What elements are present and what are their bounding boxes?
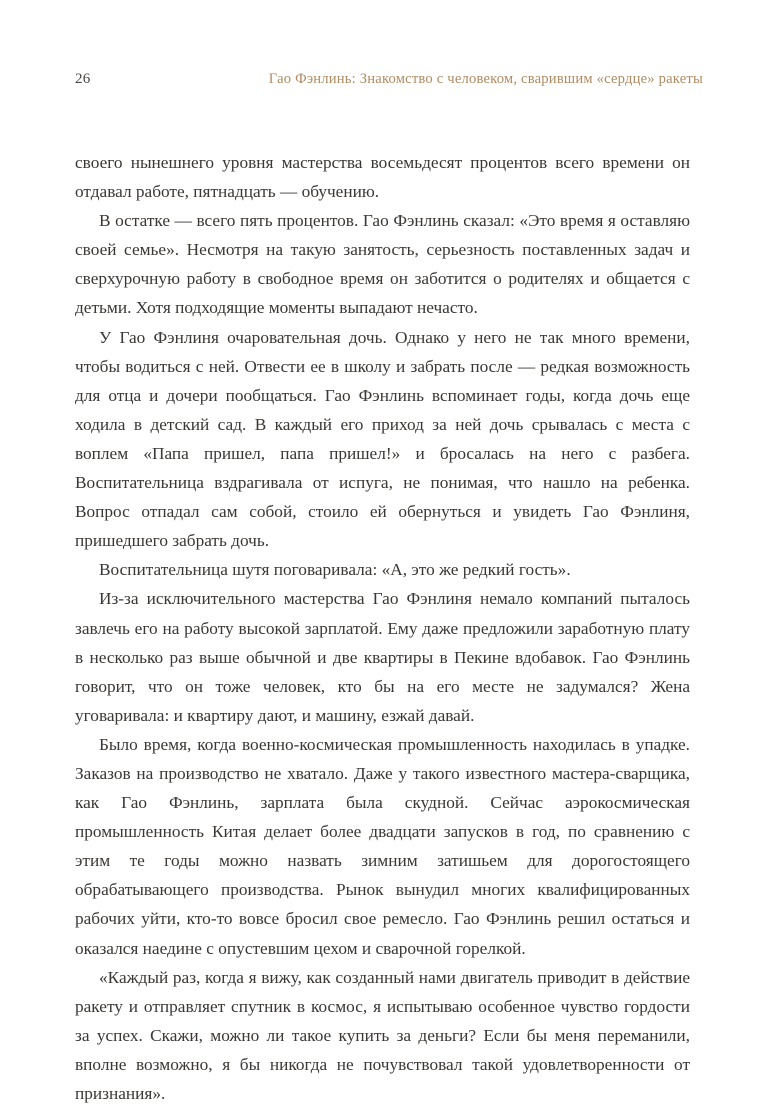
page-number: 26 (75, 71, 91, 87)
paragraph: Из-за исключительного мастерства Гао Фэнлиня немало компаний пыталось завлечь его на работу высокой зарплатой. Ему даже предложили заработную плату в несколько раз выше обычной и две квартиры в Пекине вдобавок. Гао Фэнлинь говорит, что он тоже человек, кто бы на его месте не задумался? Жена уговаривала: и квартиру дают, и машину, езжай давай. (75, 589, 690, 725)
paragraph: своего нынешнего уровня мастерства восемьдесят процентов всего времени он отдавал работе, пятнадцать — обучению. (75, 153, 690, 202)
paragraph: Воспитательница шутя поговаривала: «А, это же редкий гость». (99, 560, 571, 580)
page-header (75, 71, 703, 88)
paragraph: «Каждый раз, когда я вижу, как созданный нами двигатель приводит в действие ракету и отправляет спутник в космос, я испытываю особенное чувство гордости за успех. Скажи, можно ли такое купить за деньги? Если бы меня переманили, вполне возможно, я бы никогда не почувствовал такой удовлетворенности от признания». (75, 967, 690, 1103)
page-body (75, 148, 690, 1108)
paragraph: В остатке — всего пять процентов. Гао Фэнлинь сказал: «Это время я оставляю своей семье». Несмотря на такую занятость, серьезность поставленных задач и сверхурочную работу в свободное время он заботится о родителях и общается с детьми. Хотя подходящие моменты выпадают нечасто. (75, 211, 690, 318)
running-header: Гао Фэнлинь: Знакомство с человеком, сварившим «сердце» ракеты (268, 71, 703, 87)
paragraph: У Гао Фэнлиня очаровательная дочь. Однако у него не так много времени, чтобы водиться с ней. Отвести ее в школу и забрать после — редкая возможность для отца и дочери пообщаться. Гао Фэнлинь вспоминает годы, когда дочь еще ходила в детский сад. В каждый его приход за ней дочь срывалась с места с воплем «Папа пришел, папа пришел!» и бросалась на него с разбега. Воспитательница вздрагивала от испуга, не понимая, что нашло на ребенка. Вопрос отпадал сам собой, стоило ей обернуться и увидеть Гао Фэнлиня, пришедшего забрать дочь. (75, 327, 690, 551)
paragraph: Было время, когда военно-космическая промышленность находилась в упадке. Заказов на производство не хватало. Даже у такого известного мастера-сварщика, как Гао Фэнлинь, зарплата была скудной. Сейчас аэрокосмическая промышленность Китая делает более двадцати запусков в год, по сравнению с этим те годы можно назвать зимним затишьем для дорогостоящего обрабатывающего производства. Рынок вынудил многих квалифицированных рабочих уйти, кто-то вовсе бросил свое ремесло. Гао Фэнлинь решил остаться и оказался наедине с опустевшим цехом и сварочной горелкой. (75, 734, 690, 958)
